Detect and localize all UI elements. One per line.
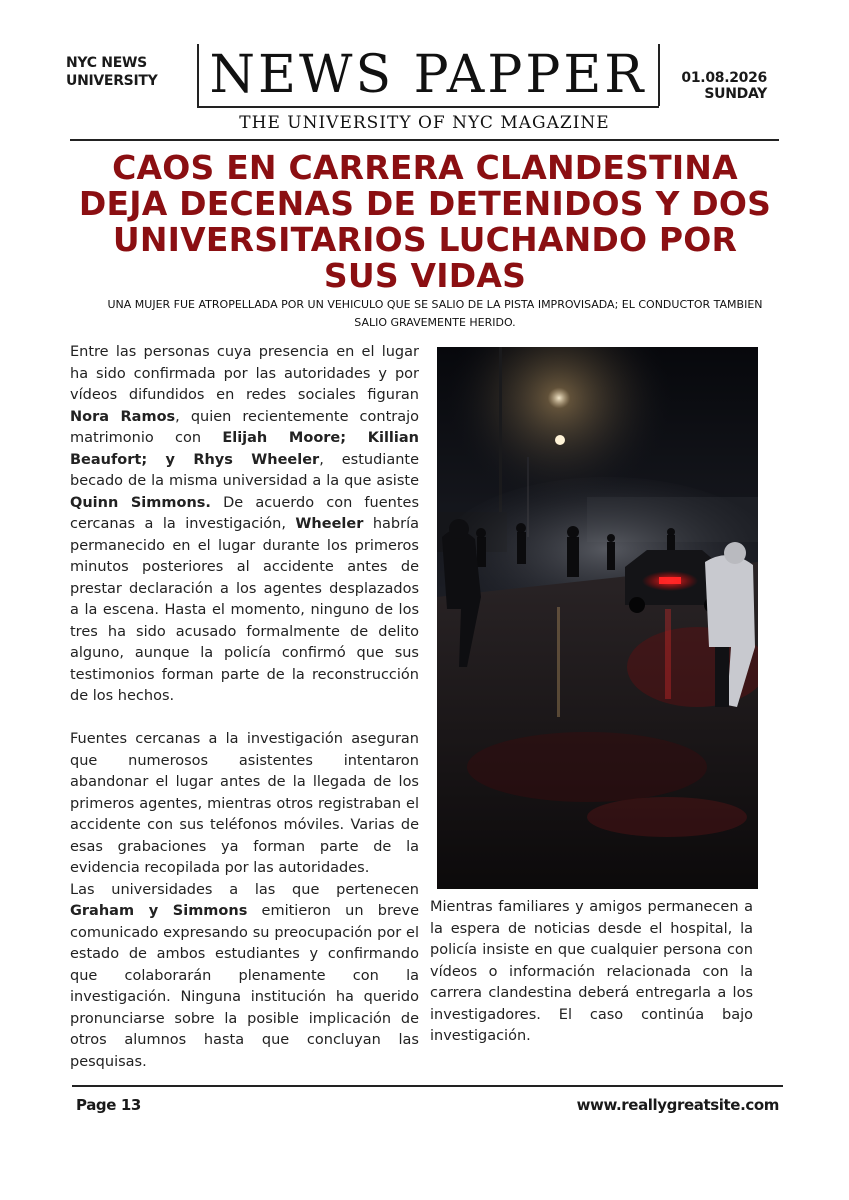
street-race-photo-graphic <box>437 347 758 889</box>
issue-day: SUNDAY <box>704 86 767 102</box>
website-link[interactable]: www.reallygreatsite.com <box>576 1096 779 1114</box>
paragraph-4: Mientras familiares y amigos permanecen a la espera de noticias desde el hospital, la policía insiste en que cualquier persona con vídeos o información relacionada con la carrera clandestina deberá entregarla a los investigadores. El caso continúa bajo investigación. <box>430 899 753 1044</box>
street-race-photo <box>437 347 758 889</box>
deck: UNA MUJER FUE ATROPELLADA POR UN VEHICULO QUE SE SALIO DE LA PISTA IMPROVISADA; EL CONDUCTOR TAMBIEN SALIO GRAVEMENTE HERIDO. <box>107 298 763 329</box>
article-column-right <box>430 897 753 1048</box>
paragraph-2: Fuentes cercanas a la investigación aseguran que numerosos asistentes intentaron abandonar el lugar antes de la llegada de los primeros agentes, mientras otros registraban el accidente con sus teléfonos móviles. Varias de esas grabaciones ya forman parte de la evidencia recopilada por las autoridades. <box>70 731 419 876</box>
text-run: Las universidades a las que pertenecen <box>70 881 419 898</box>
masthead-title: NEWS PAPPER <box>209 45 647 105</box>
masthead-divider-left <box>197 44 199 106</box>
text-run: emitieron un breve comunicado expresando su preocupación por el estado de ambos estudiantes y confirmando que colaborarán plenamente con la investigación. Ninguna institución ha querido pronunciarse sobre la posible implicación de otros alumnos hasta que concluyan las pesquisas. <box>70 903 420 1070</box>
masthead-rule <box>197 106 659 108</box>
headline: CAOS EN CARRERA CLANDESTINA DEJA DECENAS DE DETENIDOS Y DOS UNIVERSITARIOS LUCHANDO POR SUS VIDAS <box>78 148 772 295</box>
text-run: , quien recientemente contrajo matrimonio con <box>70 408 420 446</box>
names-graham-simmons: Graham y Simmons <box>70 903 248 919</box>
issue-date-value: 01.08.2026 <box>681 70 767 86</box>
header-rule <box>70 139 779 141</box>
issue-date <box>681 70 767 102</box>
article-column-left <box>70 342 419 1073</box>
text-run: Entre las personas cuya presencia en el lugar ha sido confirmada por las autoridades y por vídeos difundidos en redes sociales figuran <box>70 344 419 403</box>
name-wheeler: Wheeler <box>295 516 364 532</box>
names-moore-beaufort-wheeler: Elijah Moore; Killian Beaufort; y Rhys Wheeler <box>70 430 419 468</box>
masthead-divider-right <box>658 44 660 106</box>
magazine-subtitle: THE UNIVERSITY OF NYC MAGAZINE <box>239 113 610 133</box>
name-nora-ramos: Nora Ramos <box>70 408 176 425</box>
paragraph-3 <box>70 880 419 1074</box>
text-run: , estudiante becado de la misma universidad a la que asiste <box>70 451 419 489</box>
publication-name-line1: NYC NEWS <box>66 55 147 71</box>
text-run: habría permanecido en el lugar durante los primeros minutos posteriores al accidente antes de prestar declaración a los agentes desplazados a la escena. Hasta el momento, ninguno de los tres ha sido acusado formalmente de delito alguno, aunque la policía confirmó que sus testimonios forman parte de la reconstrucción de los hechos. <box>70 516 419 704</box>
paragraph-1 <box>70 342 419 708</box>
footer-rule <box>72 1085 783 1087</box>
publication-name <box>66 54 186 90</box>
text-run: De acuerdo con fuentes cercanas a la investigación, <box>70 494 419 532</box>
publication-name-line2: UNIVERSITY <box>66 73 158 89</box>
page-number: Page 13 <box>76 1096 141 1114</box>
name-quinn-simmons: Quinn Simmons. <box>70 494 211 511</box>
